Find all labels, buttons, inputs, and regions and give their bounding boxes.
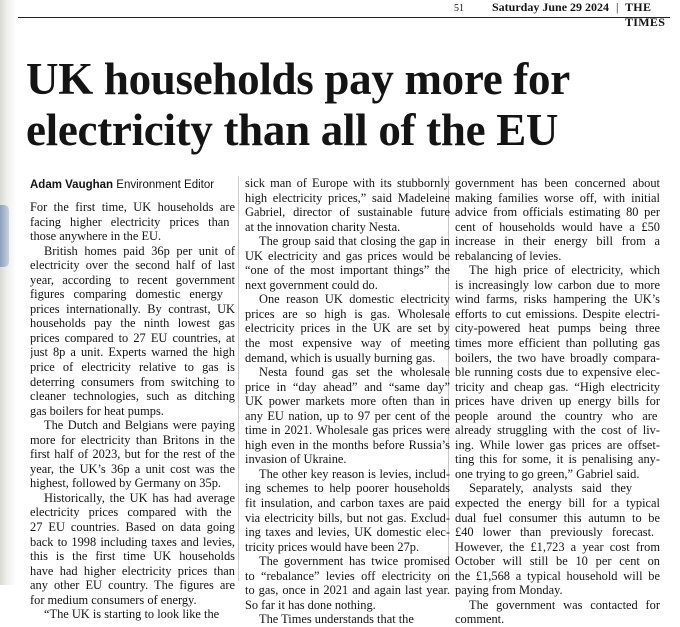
article-text-line: the most expensive way of meeting (245, 336, 450, 351)
article-text-line: One reason UK domestic electricity (259, 292, 450, 307)
article-text-line: The Dutch and Belgians were paying (44, 418, 235, 433)
article-text-line: electricity over the second half of last (30, 258, 235, 273)
article-text-line: British homes paid 36p per unit of (44, 243, 235, 258)
article-text-line: making families worse off, with initial (455, 190, 660, 205)
article-text-line: prices have driven up energy bills for (455, 394, 660, 409)
article-text-line: more for electricity than Britons in the (30, 432, 235, 447)
article-text-line: those anywhere in the EU. (30, 229, 162, 244)
headline (26, 54, 666, 156)
article-text-line: the £1,568 a typical household will be (455, 568, 660, 583)
article-text-line: October will still be 10 per cent on (455, 554, 660, 569)
article-text-line: ing taxes and levies, UK domestic elec- (245, 525, 450, 540)
article-text-line: Historically, the UK has had average (44, 490, 235, 505)
article-text-line: one trying to go green,” Gabriel said. (455, 466, 640, 481)
article-text-line: invasion of Ukraine. (245, 452, 347, 467)
article-text-line: fit insulation, and carbon taxes are paid (245, 496, 450, 511)
column-3-text (455, 176, 660, 627)
article-text-line: price in “day ahead” and “same day” (245, 379, 450, 394)
article-text-line: sick man of Europe with its stubbornly (245, 176, 450, 190)
article-text-line: government has been concerned about (455, 176, 660, 190)
article-text-line: tricity prices would have been 27p. (245, 539, 420, 554)
article-text-line: electricity prices compared with the (30, 505, 232, 520)
article-text-line: first half of 2023, but for the rest of the (30, 447, 235, 462)
byline-author: Adam Vaughan (30, 179, 114, 191)
issue-date: Saturday June 29 2024 (492, 0, 610, 14)
article-column-2 (245, 176, 450, 627)
article-text-line: times more efficient than polluting gas (455, 336, 660, 351)
folio-bar (18, 0, 670, 29)
article-text-line: The government was contacted for (469, 597, 660, 612)
article-text-line: wind farms, risks hampering the UK’s (455, 292, 660, 307)
article-text-line: The Times understands that the (259, 612, 414, 627)
article-text-line: cent of households would have a £50 (455, 219, 660, 234)
byline-role: Environment Editor (116, 179, 215, 191)
article-text-line: time in 2021. Wholesale gas prices were (245, 423, 450, 438)
article-text-line: already struggling with the cost of liv- (455, 423, 660, 438)
article-text-line: cleaner technologies, such as ditching (30, 389, 235, 404)
byline (30, 178, 235, 200)
page-gutter-shadow (0, 0, 16, 585)
article-text-line: dual fuel consumer this autumn to be (455, 510, 660, 525)
article-text-line: UK electricity and gas prices would be (245, 248, 450, 263)
headline-line: UK households pay more for (26, 54, 570, 104)
article-text-line: comment. (455, 612, 505, 627)
article-text-line: £40 lower than previously forecast. (455, 525, 655, 540)
article-column-3 (455, 176, 660, 627)
article-text-line: high electricity prices,” said Madeleine (245, 190, 450, 205)
column-divider (238, 176, 239, 581)
article-text-line: prices are so high is gas. Wholesale (245, 306, 450, 321)
article-text-line: figures comparing domestic energy (30, 287, 223, 302)
article-text-line: efforts to cut emissions. Despite electri- (455, 306, 660, 321)
article-text-line: is increasingly low carbon due to more (455, 277, 660, 292)
article-text-line: advice from officials estimating 80 per (455, 205, 660, 220)
article-text-line: demand, which is usually burning gas. (245, 350, 436, 365)
article-text-line: “one of the most important things” the (245, 263, 450, 278)
article-text-line: back to 1998 including taxes and levies, (30, 534, 235, 549)
publication-name: THE TIMES (625, 0, 666, 29)
article-text-line: high even in the months before Russia’s (245, 437, 450, 452)
article-text-line: next government could do. (245, 277, 378, 292)
article-text-line: For the first time, UK households are (30, 200, 235, 214)
article-text-line: for medium consumers of energy. (30, 592, 197, 607)
article-text-line: The high price of electricity, which (469, 263, 660, 278)
article-text-line: year, the UK’s 36p a unit cost was the (30, 461, 235, 476)
article-text-line: have had higher electricity prices than (30, 563, 235, 578)
article-text-line: deterring consumers from switching to (30, 374, 235, 389)
article-text-line: to “rebalance” levies off electricity on (245, 568, 450, 583)
article-text-line: city-powered heat pumps being three (455, 321, 660, 336)
article-text-line: paying from Monday. (455, 583, 563, 598)
column-2-text (245, 176, 450, 627)
article-text-line: highest, followed by Germany on 35p. (30, 476, 221, 491)
article-text-line: to gas, once in 2021 and again last year. (245, 583, 450, 598)
article-text-line: Nesta found gas set the wholesale (259, 365, 450, 380)
article-text-line: people around the country who are (455, 408, 658, 423)
article-text-line: The group said that closing the gap in (259, 234, 450, 249)
article-text-line: expected the energy bill for a typical (455, 496, 660, 511)
article-text-line: year, according to recent government (30, 272, 235, 287)
article-text-line: electricity prices in the UK are set by (245, 321, 450, 336)
article-text-line: any EU nation, up to 97 per cent of the (245, 408, 450, 423)
page-edge-image-fragment (0, 205, 9, 267)
article-text-line: rebalancing of levies. (455, 248, 562, 263)
article-text-line: tricity and cheap gas. “High electricity (455, 379, 660, 394)
headline-line: electricity than all of the EU (26, 105, 559, 155)
article-text-line: via electricity bills, but not gas. Exclud- (245, 510, 450, 525)
article-text-line: 27 EU countries. Based on data going (30, 520, 235, 535)
article-text-line: facing higher electricity prices than (30, 214, 230, 229)
article-text-line: So far it has done nothing. (245, 597, 376, 612)
article-text-line: The government has twice promised (259, 554, 450, 569)
article-text-line: ble running costs due to expensive elec- (455, 365, 660, 380)
page-number: 51 (454, 3, 464, 14)
article-text-line: households pay the ninth lowest gas (30, 316, 235, 331)
article-text-line: increase in their energy bill from a (455, 234, 660, 249)
article-text-line: UK power markets more often than in (245, 394, 450, 409)
article-text-line: “The UK is starting to look like the (44, 607, 220, 622)
article-text-line: However, the £1,723 a year cost from (455, 539, 660, 554)
article-text-line: Gabriel, director of sustainable future (245, 205, 450, 220)
article-column-1 (30, 178, 235, 622)
folio-separator: | (616, 0, 619, 14)
column-1-text (30, 200, 235, 622)
article-text-line: The other key reason is levies, includ- (259, 466, 450, 481)
article-text-line: just 8p a unit. Experts warned the high (30, 345, 235, 360)
article-text-line: ing. While lower gas prices are offset- (455, 437, 660, 452)
article-text-line: ing schemes to help poorer households (245, 481, 450, 496)
article-text-line: this is the first time UK households (30, 549, 235, 564)
article-text-line: Separately, analysts said they (469, 481, 633, 496)
article-text-line: boilers, the two have broadly compara- (455, 350, 660, 365)
article-text-line: gas boilers for heat pumps. (30, 403, 164, 418)
article-text-line: at the innovation charity Nesta. (245, 219, 401, 234)
article-text-line: prices compared to 27 EU countries, at (30, 330, 235, 345)
article-text-line: price of electricity relative to gas is (30, 360, 235, 375)
article-text-line: ting this for some, it is penalising any- (455, 452, 660, 467)
article-text-line: prices internationally. By contrast, UK (30, 301, 235, 316)
article-text-line: any other EU country. The figures are (30, 578, 235, 593)
